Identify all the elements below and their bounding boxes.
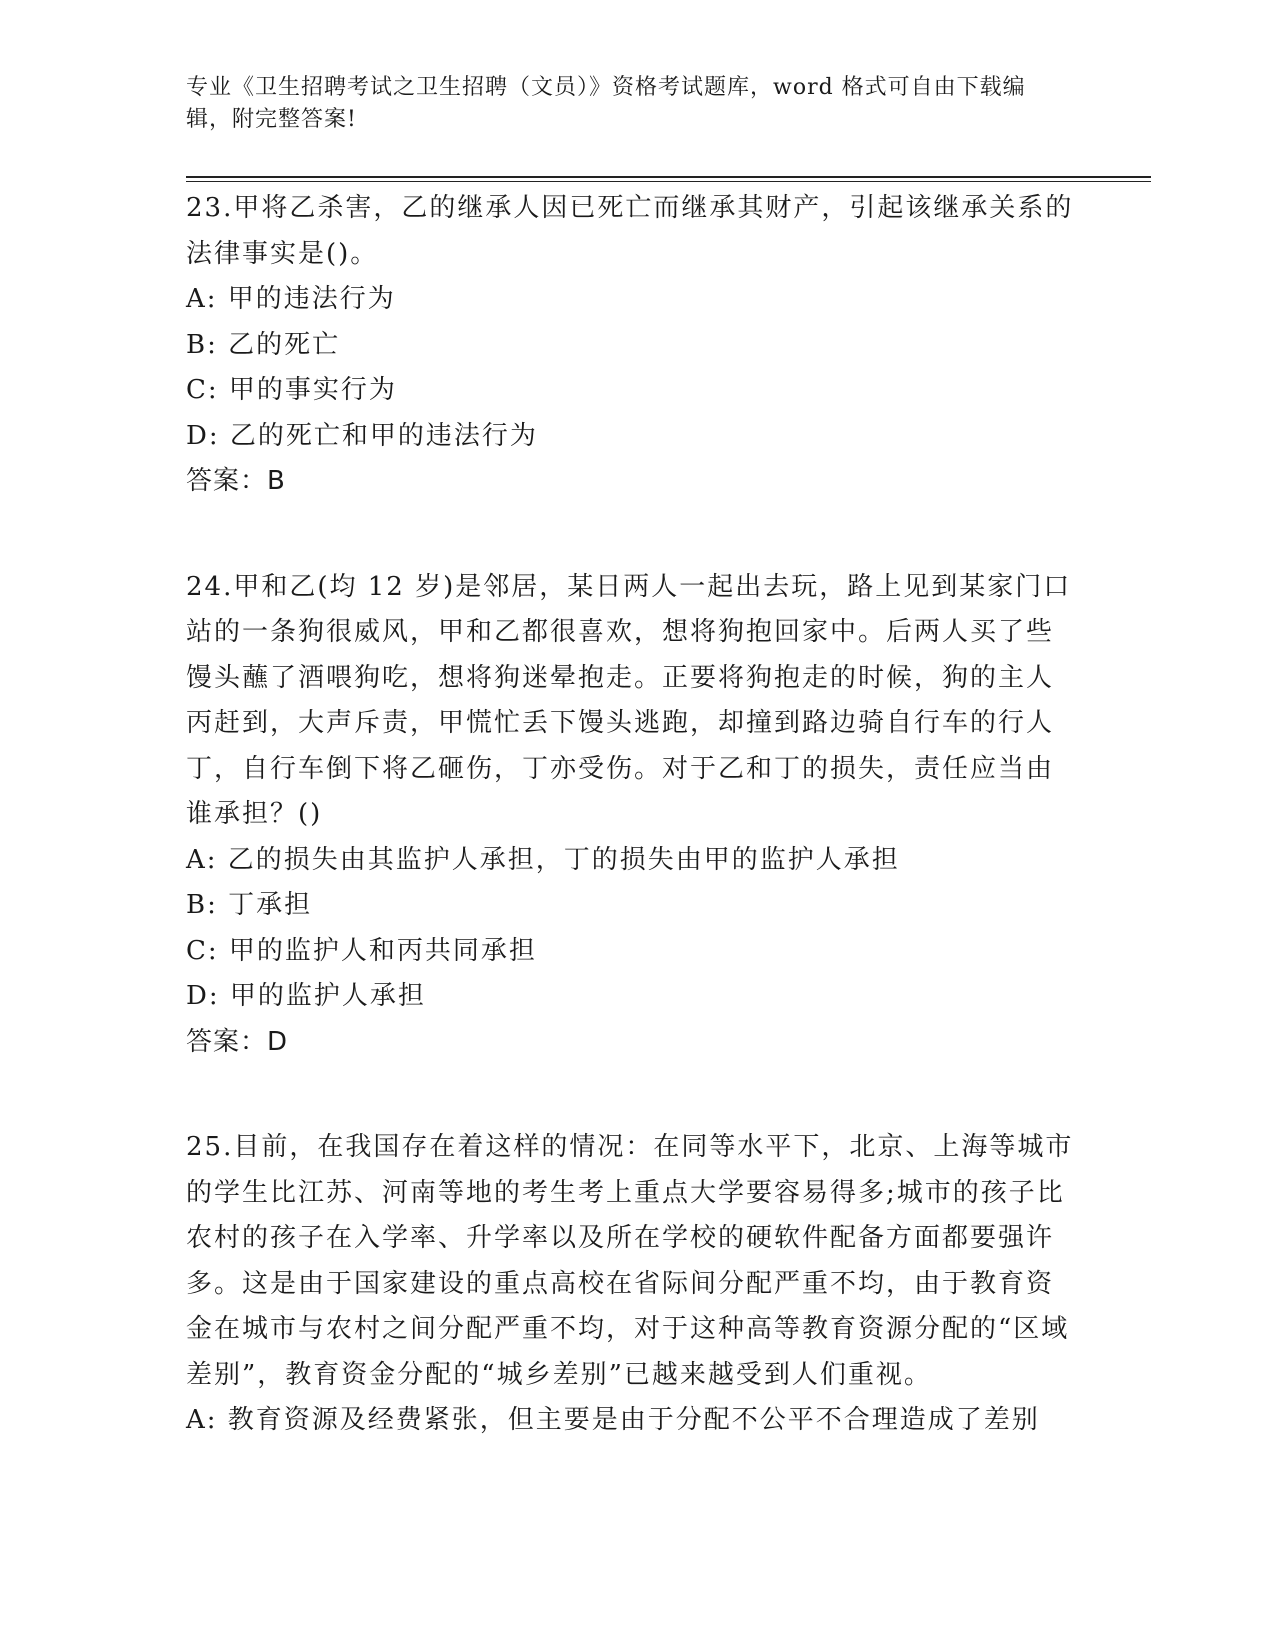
header-divider (186, 176, 1151, 178)
option-a: A: 教育资源及经费紧张，但主要是由于分配不公平不合理造成了差别 (186, 1405, 1040, 1435)
option-c: C: 甲的事实行为 (186, 375, 397, 405)
question-list (186, 186, 1076, 1444)
option-c: C: 甲的监护人和丙共同承担 (186, 935, 537, 966)
option-d: D: 乙的死亡和甲的违法行为 (186, 420, 538, 451)
header-divider-thin (186, 181, 1151, 182)
question-stem: 25.目前，在我国存在着这样的情况：在同等水平下，北京、上海等城市的学生比江苏、河南等地的考生考上重点大学要容易得多;城市的孩子比农村的孩子在入学率、升学率以及所在学校的硬软件配备方面都要强许多。这是由于国家建设的重点高校在省际间分配严重不均，由于教育资金在城市与农村之间分配严重不均，对于这种高等教育资源分配的“区域差别”，教育资金分配的“城乡差别”已越来越受到人们重视。 (186, 1132, 1074, 1390)
question-stem: 23.甲将乙杀害，乙的继承人因已死亡而继承其财产，引起该继承关系的法律事实是()。 (186, 193, 1074, 269)
spacer (186, 1065, 1076, 1125)
option-a: A: 甲的违法行为 (186, 284, 396, 314)
answer-label: 答案：D (186, 1026, 289, 1057)
option-b: B: 乙的死亡 (186, 329, 341, 360)
spacer (186, 505, 1076, 565)
question-stem: 24.甲和乙(均 12 岁)是邻居，某日两人一起出去玩，路上见到某家门口站的一条狗很威风，甲和乙都很喜欢，想将狗抱回家中。后两人买了些馒头蘸了酒喂狗吃，想将狗迷晕抱走。正要将狗抱走的时候，狗的主人丙赶到，大声斥责，甲慌忙丢下馒头逃跑，却撞到路边骑自行车的行人丁，自行车倒下将乙砸伤，丁亦受伤。对于乙和丁的损失，责任应当由谁承担？() (186, 571, 1072, 829)
question-23 (186, 186, 1076, 505)
option-d: D: 甲的监护人承担 (186, 981, 426, 1011)
question-25 (186, 1125, 1076, 1444)
answer-label: 答案：B (186, 466, 286, 496)
option-a: A: 乙的损失由其监护人承担，丁的损失由甲的监护人承担 (186, 844, 900, 875)
page-header: 专业《卫生招聘考试之卫生招聘（文员）》资格考试题库，word 格式可自由下载编辑，附完整答案! (186, 75, 1026, 132)
question-24 (186, 565, 1076, 1066)
option-b: B: 丁承担 (186, 890, 313, 920)
